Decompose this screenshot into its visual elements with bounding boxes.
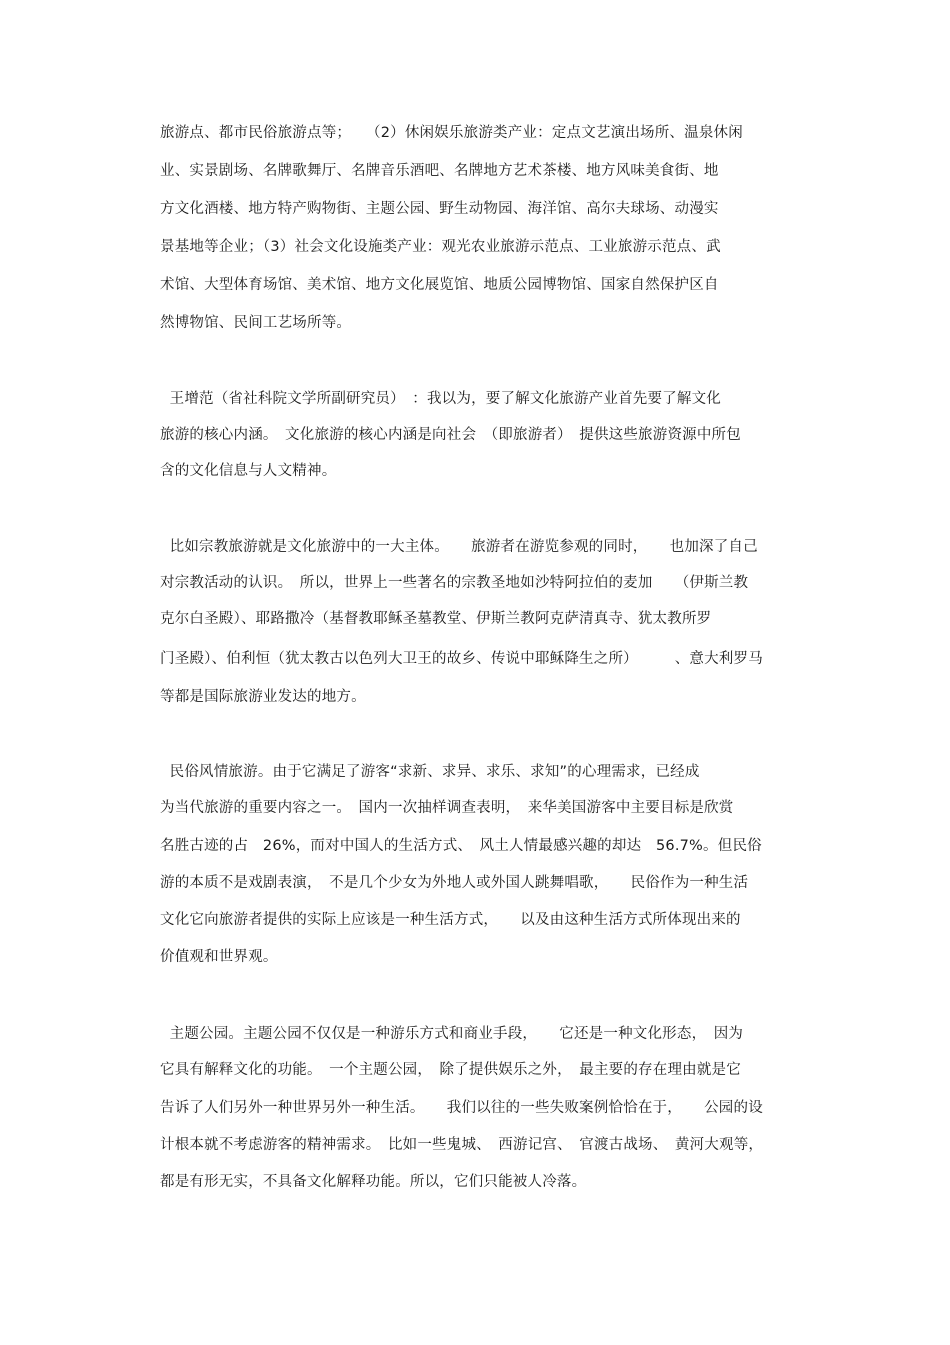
- text-line: 门圣殿）、伯利恒（犹太教古以色列大卫王的故乡、传说中耶稣降生之所） 、意大利罗马: [160, 651, 763, 667]
- text-line: 旅游的核心内涵。 文化旅游的核心内涵是向社会 （即旅游者） 提供这些旅游资源中所包: [160, 427, 741, 443]
- text-line: 等都是国际旅游业发达的地方。: [160, 689, 366, 705]
- text-line: 它具有解释文化的功能。 一个主题公园， 除了提供娱乐之外， 最主要的存在理由就是它: [160, 1062, 741, 1078]
- text-line: 克尔白圣殿）、耶路撒冷（基督教耶稣圣墓教堂、伊斯兰教阿克萨清真寺、犹太教所罗: [160, 611, 712, 627]
- text-line: 然博物馆、民间工艺场所等。: [160, 315, 352, 331]
- text-line: 计根本就不考虑游客的精神需求。 比如一些鬼城、 西游记宫、 官渡古战场、 黄河大观等，: [160, 1137, 764, 1153]
- text-line: 主题公园。主题公园不仅仅是一种游乐方式和商业手段， 它还是一种文化形态， 因为: [160, 1026, 744, 1042]
- text-line: 为当代旅游的重要内容之一。 国内一次抽样调查表明， 来华美国游客中主要目标是欣赏: [160, 800, 734, 816]
- text-line: 名胜古迹的占 26%，而对中国人的生活方式、 风土人情最感兴趣的却达 56.7%。但民俗: [160, 838, 762, 854]
- text-line: 王增范（省社科院文学所副研究员） ：我以为，要了解文化旅游产业首先要了解文化: [160, 391, 721, 407]
- text-line: 比如宗教旅游就是文化旅游中的一大主体。 旅游者在游览参观的同时， 也加深了自己: [160, 539, 758, 555]
- text-line: 民俗风情旅游。由于它满足了游客“求新、求异、求乐、求知”的心理需求，已经成: [160, 764, 700, 780]
- text-line: 方文化酒楼、地方特产购物街、主题公园、野生动物园、海洋馆、高尔夫球场、动漫实: [160, 201, 719, 217]
- text-line: 景基地等企业；（3）社会文化设施类产业：观光农业旅游示范点、工业旅游示范点、武: [160, 239, 721, 255]
- text-line: 对宗教活动的认识。 所以，世界上一些著名的宗教圣地如沙特阿拉伯的麦加 （伊斯兰教: [160, 575, 749, 591]
- text-line: 业、实景剧场、名牌歌舞厅、名牌音乐酒吧、名牌地方艺术茶楼、地方风味美食街、地: [160, 163, 719, 179]
- text-line: 都是有形无实，不具备文化解释功能。所以，它们只能被人冷落。: [160, 1174, 587, 1190]
- text-line: 游的本质不是戏剧表演， 不是几个少女为外地人或外国人跳舞唱歌， 民俗作为一种生活: [160, 875, 749, 891]
- text-line: 价值观和世界观。: [160, 949, 278, 965]
- text-line: 文化它向旅游者提供的实际上应该是一种生活方式， 以及由这种生活方式所体现出来的: [160, 912, 741, 928]
- text-line: 含的文化信息与人文精神。: [160, 463, 337, 479]
- text-line: 旅游点、都市民俗旅游点等； （2）休闲娱乐旅游类产业：定点文艺演出场所、温泉休闲: [160, 125, 743, 141]
- text-line: 术馆、大型体育场馆、美术馆、地方文化展览馆、地质公园博物馆、国家自然保护区自: [160, 277, 719, 293]
- text-line: 告诉了人们另外一种世界另外一种生活。 我们以往的一些失败案例恰恰在于， 公园的设: [160, 1100, 763, 1116]
